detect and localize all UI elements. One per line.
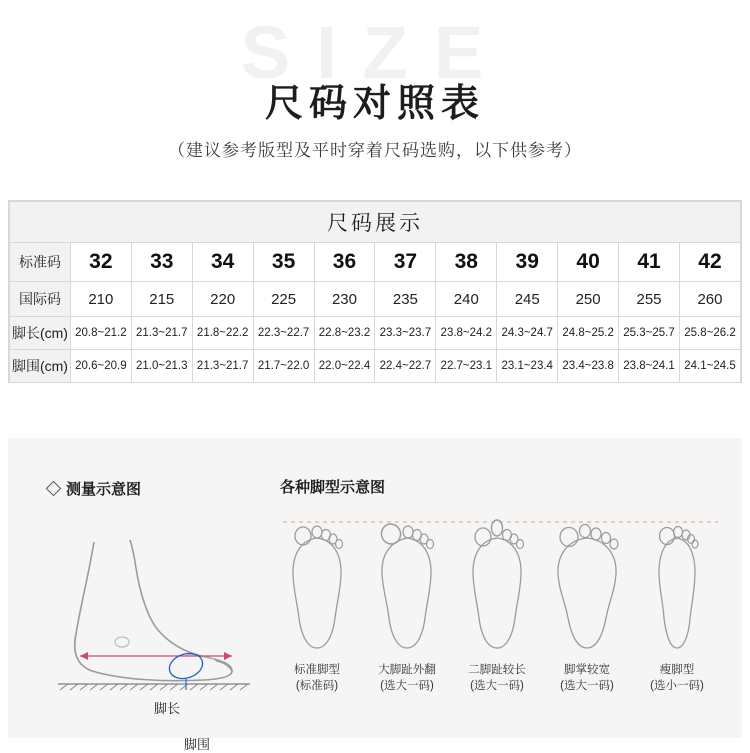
cell-intl-1: 210 [70, 282, 131, 317]
cell-standard-40: 40 [558, 243, 619, 282]
size-table-container [8, 200, 742, 383]
cell-length-8: 24.3~24.7 [497, 317, 558, 350]
foot-type-caption-standard [273, 662, 361, 694]
cell-standard-33: 33 [131, 243, 192, 282]
cell-length-6: 23.3~23.7 [375, 317, 436, 350]
foot-type-caption-bunion [363, 662, 451, 694]
cell-length-4: 22.3~22.7 [253, 317, 314, 350]
foot-type-wide [543, 510, 631, 692]
cell-standard-36: 36 [314, 243, 375, 282]
cell-intl-9: 250 [558, 282, 619, 317]
label-foot-length: 脚长 [154, 701, 181, 716]
row-header-foot-girth: 脚围(cm) [10, 350, 71, 383]
cell-standard-35: 35 [253, 243, 314, 282]
foot-outline-bunion [363, 510, 451, 660]
cell-intl-6: 235 [375, 282, 436, 317]
foot-type-name-0: 标准脚型 [294, 664, 340, 676]
cell-girth-9: 23.4~23.8 [558, 350, 619, 383]
foot-type-long-second-toe [453, 510, 541, 692]
cell-length-2: 21.3~21.7 [131, 317, 192, 350]
cell-length-1: 20.8~21.2 [70, 317, 131, 350]
foot-type-advice-0: (标准码) [295, 680, 339, 692]
foot-types-title: 各种脚型示意图 [280, 479, 386, 496]
table-banner-label: 尺码展示 [10, 202, 741, 243]
cell-standard-37: 37 [375, 243, 436, 282]
watermark-text: SIZE [240, 11, 510, 94]
cell-girth-1: 20.6~20.9 [70, 350, 131, 383]
page-subtitle: （建议参考版型及平时穿着尺码选购，以下供参考） [168, 141, 582, 160]
foot-outline-wide [543, 510, 631, 660]
row-header-foot-length: 脚长(cm) [10, 317, 71, 350]
foot-type-name-4: 瘦脚型 [659, 664, 695, 676]
row-header-international: 国际码 [10, 282, 71, 317]
table-row [10, 317, 741, 350]
foot-types-row [273, 510, 728, 700]
cell-standard-41: 41 [619, 243, 680, 282]
cell-intl-2: 215 [131, 282, 192, 317]
foot-type-caption-wide [543, 662, 631, 694]
cell-intl-8: 245 [497, 282, 558, 317]
foot-type-standard [273, 510, 361, 692]
foot-outline-long-second-toe [453, 510, 541, 660]
diamond-icon [46, 481, 62, 497]
cell-girth-8: 23.1~23.4 [497, 350, 558, 383]
cell-length-3: 21.8~22.2 [192, 317, 253, 350]
cell-girth-7: 22.7~23.1 [436, 350, 497, 383]
cell-length-11: 25.8~26.2 [679, 317, 740, 350]
cell-length-7: 23.8~24.2 [436, 317, 497, 350]
foot-type-caption-long-second-toe [453, 662, 541, 694]
row-header-standard: 标准码 [10, 243, 71, 282]
cell-intl-11: 260 [679, 282, 740, 317]
foot-type-caption-narrow [633, 662, 721, 694]
cell-length-10: 25.3~25.7 [619, 317, 680, 350]
cell-intl-5: 230 [314, 282, 375, 317]
foot-type-narrow [633, 510, 721, 692]
cell-girth-4: 21.7~22.0 [253, 350, 314, 383]
cell-girth-6: 22.4~22.7 [375, 350, 436, 383]
foot-type-advice-4: (选小一码) [650, 680, 704, 692]
foot-type-name-3: 脚掌较宽 [564, 664, 610, 676]
cell-girth-2: 21.0~21.3 [131, 350, 192, 383]
measure-diagram-title [48, 478, 141, 499]
foot-outline-narrow [633, 510, 721, 660]
cell-standard-39: 39 [497, 243, 558, 282]
foot-type-bunion [363, 510, 451, 692]
measure-diagram [36, 538, 261, 752]
cell-intl-10: 255 [619, 282, 680, 317]
measure-diagram-title-text: 测量示意图 [66, 481, 142, 498]
side-foot-svg [36, 538, 261, 718]
page-header [0, 0, 750, 200]
table-row [10, 243, 741, 282]
table-row [10, 350, 741, 383]
cell-standard-42: 42 [679, 243, 740, 282]
foot-type-advice-1: (选大一码) [380, 680, 434, 692]
cell-length-9: 24.8~25.2 [558, 317, 619, 350]
cell-standard-32: 32 [70, 243, 131, 282]
size-table [9, 201, 741, 383]
cell-length-5: 22.8~23.2 [314, 317, 375, 350]
cell-girth-11: 24.1~24.5 [679, 350, 740, 383]
table-row [10, 282, 741, 317]
foot-type-advice-3: (选大一码) [560, 680, 614, 692]
cell-intl-4: 225 [253, 282, 314, 317]
foot-type-name-2: 二脚趾较长 [468, 664, 526, 676]
table-banner-row [10, 202, 741, 243]
cell-standard-38: 38 [436, 243, 497, 282]
cell-standard-34: 34 [192, 243, 253, 282]
cell-girth-5: 22.0~22.4 [314, 350, 375, 383]
diagram-panel [8, 438, 742, 752]
cell-intl-3: 220 [192, 282, 253, 317]
foot-type-name-1: 大脚趾外翻 [378, 664, 436, 676]
foot-type-advice-2: (选大一码) [470, 680, 524, 692]
cell-girth-3: 21.3~21.7 [192, 350, 253, 383]
foot-outline-standard [273, 510, 361, 660]
label-foot-girth: 脚围 [184, 737, 211, 752]
cell-intl-7: 240 [436, 282, 497, 317]
page-title: 尺码对照表 [264, 83, 485, 125]
cell-girth-10: 23.8~24.1 [619, 350, 680, 383]
